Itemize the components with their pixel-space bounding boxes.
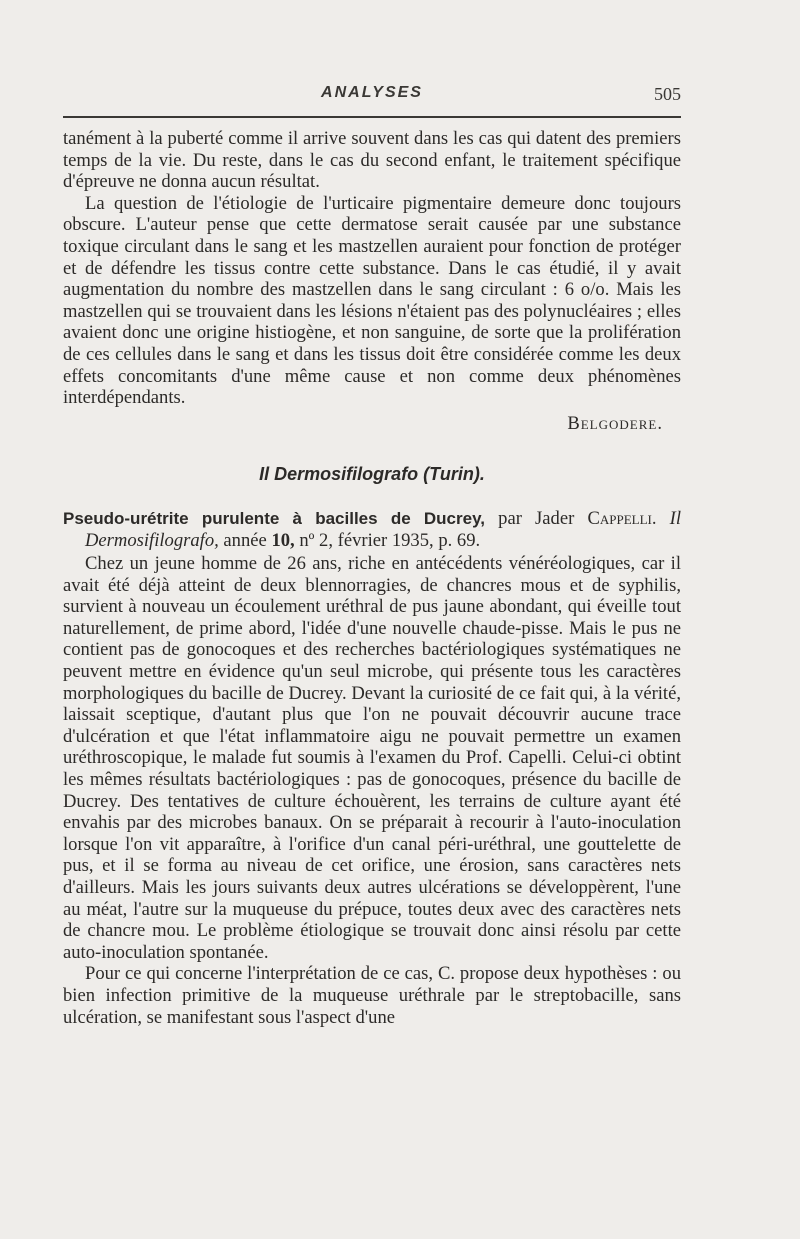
running-head (63, 84, 681, 108)
article-issue: nº 2, février 1935, p. 69. (294, 529, 481, 551)
section-title: Il Dermosifilografo (Turin). (259, 464, 485, 485)
header-rule (63, 116, 681, 118)
article-reference: Pseudo-urétrite purulente à bacilles de Ducrey, par Jader Cappelli. Il Dermosifilografo, année 10, nº 2, février 1935, p. 69. (63, 507, 682, 551)
paragraph-continued: tanément à la puberté comme il arrive souvent dans les cas qui datent des premiers temps de la vie. Du reste, dans le cas du second enfant, le traitement spécifique d'épreuve ne donna aucun résultat. (63, 128, 681, 193)
author-signature: Belgodere. (567, 412, 663, 434)
article-title: Pseudo-urétrite purulente à bacilles de Ducrey, (63, 508, 485, 528)
paragraph-interpretation: Pour ce qui concerne l'interprétation de ce cas, C. propose deux hypothèses : ou bien infection primitive de la muqueuse uréthrale par le streptobacille, sans ulcération, se manifestant sous l'aspect d'une (63, 963, 681, 1028)
article-year-label: année (218, 529, 272, 551)
article-author: Cappelli (587, 507, 652, 529)
running-title: ANALYSES (321, 84, 423, 101)
paragraph-etiology: La question de l'étiologie de l'urticaire pigmentaire demeure donc toujours obscure. L'auteur pense que cette dermatose serait causée par une substance toxique circulant dans le sang et les mastzellen auraient pour fonction de protéger et de défendre les tissus contre cette substance. Dans le cas étudié, il y avait augmentation du nombre des mastzellen dans le sang circulant : 6 o/o. Mais les mastzellen qui se trouvaient dans les lésions n'étaient pas des polynucléaires ; elles avaient donc une origine histiogène, et non sanguine, de sorte que la prolifération de ces cellules dans le sang et dans les tissus doit être considérée comme les deux effets concomitants d'une même cause et non comme deux phénomènes interdépendants. (63, 192, 681, 409)
article-volume: 10, (271, 529, 295, 551)
article-journal: Il Dermosifilografo, (85, 507, 682, 551)
page-number: 505 (654, 84, 681, 104)
article-by: par Jader (485, 507, 588, 529)
page-body (63, 128, 681, 1028)
paragraph-case: Chez un jeune homme de 26 ans, riche en antécédents vénéréologiques, car il avait été déjà atteint de deux blennorragies, de chancres mous et de syphilis, survient à nouveau un écoulement uréthral de pus jaune abondant, qui éveille tout naturellement, de prime abord, l'idée d'une nouvelle chaude-pisse. Mais le pus ne contient pas de gonocoques et des recherches bactériologiques systématiques ne peuvent mettre en évidence qu'un seul microbe, qui présente tous les caractères morphologiques du bacille de Ducrey. Devant la curiosité de ce fait qui, à la vérité, laissait sceptique, d'autant plus que l'on ne pouvait découvrir aucune trace d'ulcération et que l'état inflammatoire aigu ne pouvait permettre un examen uréthroscopique, le malade fut soumis à l'examen du Prof. Capelli. Celui-ci obtint les mêmes résultats bactériologiques : pas de gonocoques, présence du bacille de Ducrey. Des tentatives de culture échouèrent, les terrains de culture ayant été envahis par des microbes banaux. On se préparait à recourir à l'auto-inoculation lorsque l'on vit apparaître, à l'orifice d'un canal péri-uréthral, une gouttelette de pus, et il se forma au niveau de cet orifice, une érosion, sans caractères nets d'ailleurs. Mais les jours suivants deux autres ulcérations se développèrent, l'une au méat, l'autre sur la muqueuse du prépuce, toutes deux avec des caractères nets de chancre mou. Le problème étiologique se trouvait donc ainsi résolu par cette auto-inoculation spontanée. (63, 553, 681, 963)
